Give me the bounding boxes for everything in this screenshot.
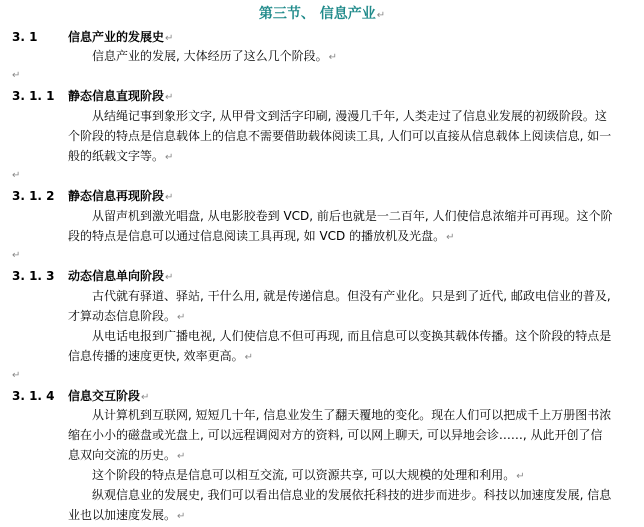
section-number: 3. 1. 3 — [12, 269, 55, 283]
empty-paragraph: ↵ — [12, 170, 21, 181]
section-heading-text: 信息产业的发展史↵ — [68, 30, 174, 44]
section-title: 第三节、 信息产业↵ — [258, 6, 386, 22]
paragraph-mark-icon: ↵ — [165, 33, 174, 44]
body-paragraph: 纵观信息业的发展史, 我们可以看出信息业的发展依托科技的进步而进步。科技以加速度发展, 信息业也以加速度发展。↵ — [68, 488, 612, 522]
paragraph-mark-icon: ↵ — [141, 392, 150, 403]
body-paragraph: 从结绳记事到象形文字, 从甲骨文到活字印刷, 漫漫几千年, 人类走过了信息业发展的初级阶段。这个阶段的特点是信息载体上的信息不需要借助载体阅读工具, 人们可以直接从信息载体上阅读信息, 如一般的纸载文字等。↵ — [68, 109, 612, 163]
body-paragraph: 信息产业的发展, 大体经历了这么几个阶段。↵ — [92, 49, 338, 63]
paragraph-mark-icon: ↵ — [165, 272, 174, 283]
paragraph-mark-icon: ↵ — [376, 10, 386, 21]
section-heading-text: 动态信息单向阶段↵ — [68, 269, 174, 283]
paragraph-mark-icon: ↵ — [177, 312, 186, 323]
body-paragraph: 从留声机到激光唱盘, 从电影胶卷到 VCD, 前后也就是一二百年, 人们使信息浓缩并可再现。这个阶段的特点是信息可以通过信息阅读工具再现, 如 VCD 的播放机及光盘。↵ — [68, 209, 613, 243]
paragraph-mark-icon: ↵ — [165, 152, 174, 163]
paragraph-mark-icon: ↵ — [165, 92, 174, 103]
section-number: 3. 1. 4 — [12, 389, 55, 403]
section-heading-3-1-4 — [12, 386, 632, 406]
section-number: 3. 1. 1 — [12, 89, 55, 103]
section-heading-text: 静态信息直现阶段↵ — [68, 89, 174, 103]
paragraph-mark-icon: ↵ — [446, 232, 455, 243]
empty-paragraph: ↵ — [12, 70, 21, 81]
body-paragraph: 从计算机到互联网, 短短几十年, 信息业发生了翻天覆地的变化。现在人们可以把成千上万册图书浓缩在小小的磁盘或光盘上, 可以远程调阅对方的资料, 可以网上聊天, 可以异地会诊……, 从此开创了信息双向交流的历史。↵ — [68, 408, 612, 462]
section-heading-3-1-2 — [12, 186, 632, 206]
paragraph-mark-icon: ↵ — [177, 511, 186, 522]
empty-paragraph: ↵ — [12, 250, 21, 261]
paragraph-mark-icon: ↵ — [244, 352, 254, 363]
body-paragraph: 这个阶段的特点是信息可以相互交流, 可以资源共享, 可以大规模的处理和利用。↵ — [92, 468, 525, 482]
body-paragraph: 古代就有驿道、驿站, 干什么用, 就是传递信息。但没有产业化。只是到了近代, 邮政电信业的普及, 才算动态信息阶段。↵ — [68, 289, 611, 323]
section-heading-3-1-3 — [12, 266, 632, 286]
section-number: 3. 1 — [12, 30, 38, 44]
paragraph-mark-icon: ↵ — [165, 192, 174, 203]
paragraph-mark-icon: ↵ — [328, 52, 338, 63]
section-number: 3. 1. 2 — [12, 189, 55, 203]
section-heading-text: 静态信息再现阶段↵ — [68, 189, 174, 203]
paragraph-mark-icon: ↵ — [177, 451, 186, 462]
section-heading-3-1-1 — [12, 86, 632, 106]
empty-paragraph: ↵ — [12, 370, 21, 381]
paragraph-mark-icon: ↵ — [516, 471, 525, 482]
body-paragraph: 从电话电报到广播电视, 人们使信息不但可再现, 而且信息可以变换其载体传播。这个阶段的特点是信息传播的速度更快, 效率更高。↵ — [68, 329, 612, 363]
section-heading-3-1 — [12, 27, 632, 47]
section-heading-text: 信息交互阶段↵ — [68, 389, 150, 403]
